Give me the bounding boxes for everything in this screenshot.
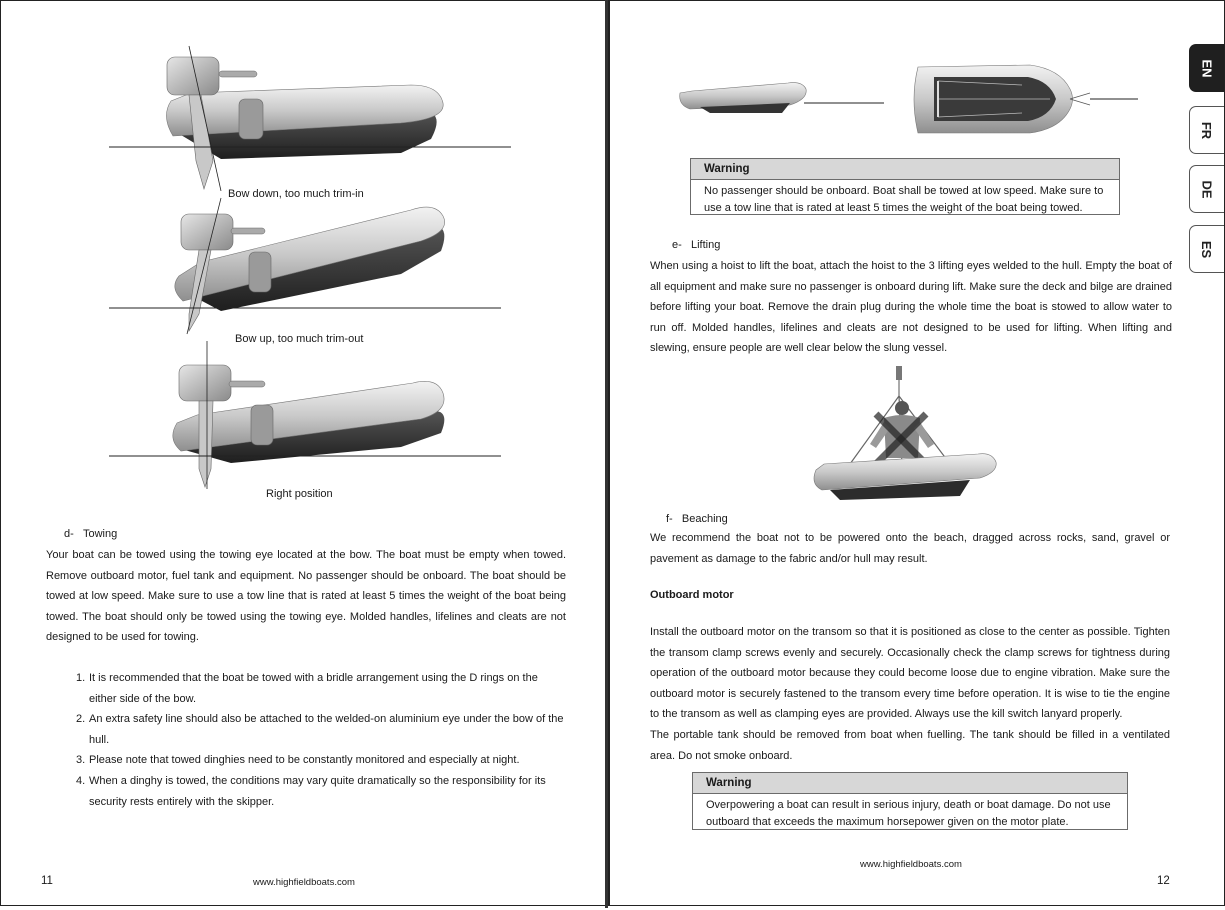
language-tab-de[interactable]: DE (1189, 165, 1224, 213)
language-tab-en[interactable]: EN (1189, 44, 1224, 92)
list-item: 2. An extra safety line should also be attached to the welded-on aluminium eye under the bow of the hull. (76, 713, 564, 746)
lifting-boat-illustration (810, 366, 1000, 506)
warning-title: Warning (693, 773, 1127, 794)
outboard-paragraph-2: The portable tank should be removed from boat when fuelling. The tank should be filled in a ventilated area. Do not smoke onboard. (650, 729, 1170, 762)
footer-url-left[interactable]: www.highfieldboats.com (253, 877, 355, 888)
beaching-heading-letter: f- (666, 513, 673, 525)
page-number-left: 11 (41, 875, 53, 887)
beaching-paragraph: We recommend the boat not to be powered onto the beach, dragged across rocks, sand, gravel or pavement as damage to the fabric and/or hull may result. (650, 532, 1170, 565)
towing-paragraph: Your boat can be towed using the towing eye located at the bow. The boat must be empty when towed. Remove outboard motor, fuel tank and equipment. No passenger should be onboard. The boat should be towed at low speed. Make sure to use a tow line that is rated at least 5 times the weight of the boat being towed. The boat should only be towed using the towing eye. Molded handles, lifelines and cleats are not designed to be used for towing. (46, 549, 566, 643)
outboard-heading: Outboard motor (650, 589, 734, 601)
language-tab-es[interactable]: ES (1189, 225, 1224, 273)
beaching-heading (666, 513, 728, 525)
outboard-paragraph-1: Install the outboard motor on the transom so that it is positioned as close to the center as possible. Tighten the transom clamp screws evenly and securely. Occasionally check the clamp screws for tightness during operation of the outboard motor because they could become loose due to engine vibration. Make sure the outboard motor is securely fastened to the transom every time before operation. It is wise to tie the engine to the transom as well as clamping eyes are provided. Always use the kill switch lanyard properly. (650, 626, 1170, 720)
towed-boat-side-illustration (670, 69, 890, 119)
towing-list (76, 668, 568, 812)
warning-text: Overpowering a boat can result in serious injury, death or boat damage. Do not use outboard that exceeds the maximum horsepower given on the motor plate. (706, 799, 1111, 828)
language-tab-fr[interactable]: FR (1189, 106, 1224, 154)
lifting-heading-letter: e- (672, 239, 682, 251)
list-item: 1. It is recommended that the boat be towed with a bridle arrangement using the D rings on the either side of the bow. (76, 672, 538, 705)
boat-trim-in-illustration (101, 41, 521, 191)
caption-trim-in: Bow down, too much trim-in (228, 188, 364, 200)
list-item: 4. When a dinghy is towed, the conditions may vary quite dramatically so the responsibility for its security rests entirely with the skipper. (76, 774, 546, 808)
warning-title: Warning (691, 159, 1119, 180)
towing-heading (64, 528, 117, 540)
towed-boat-top-illustration (910, 59, 1140, 141)
page-12 (608, 0, 1225, 906)
towing-heading-letter: d- (64, 528, 74, 540)
caption-trim-out: Bow up, too much trim-out (235, 333, 364, 345)
page-11 (0, 0, 606, 906)
page-number-right: 12 (1157, 875, 1170, 887)
lifting-paragraph: When using a hoist to lift the boat, attach the hoist to the 3 lifting eyes welded to the hull. Empty the boat of all equipment and make sure no passenger is onboard during lift. Make sure the deck and bilge are drained before lifting your boat. Remove the drain plug during the whole time the boat is stowed to allow water to run off. Molded handles, lifelines and cleats are not designed to be used for lifting. When lifting and slewing, ensure people are well clear below the slung vessel. (650, 260, 1172, 354)
list-item: 3. Please note that towed dinghies need to be constantly monitored and especially at night. (76, 754, 520, 767)
boat-right-position-illustration (101, 341, 521, 491)
caption-right-position: Right position (266, 488, 333, 500)
warning-box-towing (690, 158, 1120, 215)
lifting-heading (672, 239, 720, 251)
footer-url-right[interactable]: www.highfieldboats.com (860, 859, 962, 870)
warning-box-overpowering (692, 772, 1128, 830)
warning-text: No passenger should be onboard. Boat shall be towed at low speed. Make sure to use a tow line that is rated at least 5 times the weight of the boat being towed. (704, 185, 1104, 214)
towing-heading-text: Towing (82, 528, 118, 540)
lifting-heading-text: Lifting (690, 239, 721, 251)
beaching-heading-text: Beaching (681, 513, 728, 525)
boat-trim-out-illustration (101, 196, 521, 336)
